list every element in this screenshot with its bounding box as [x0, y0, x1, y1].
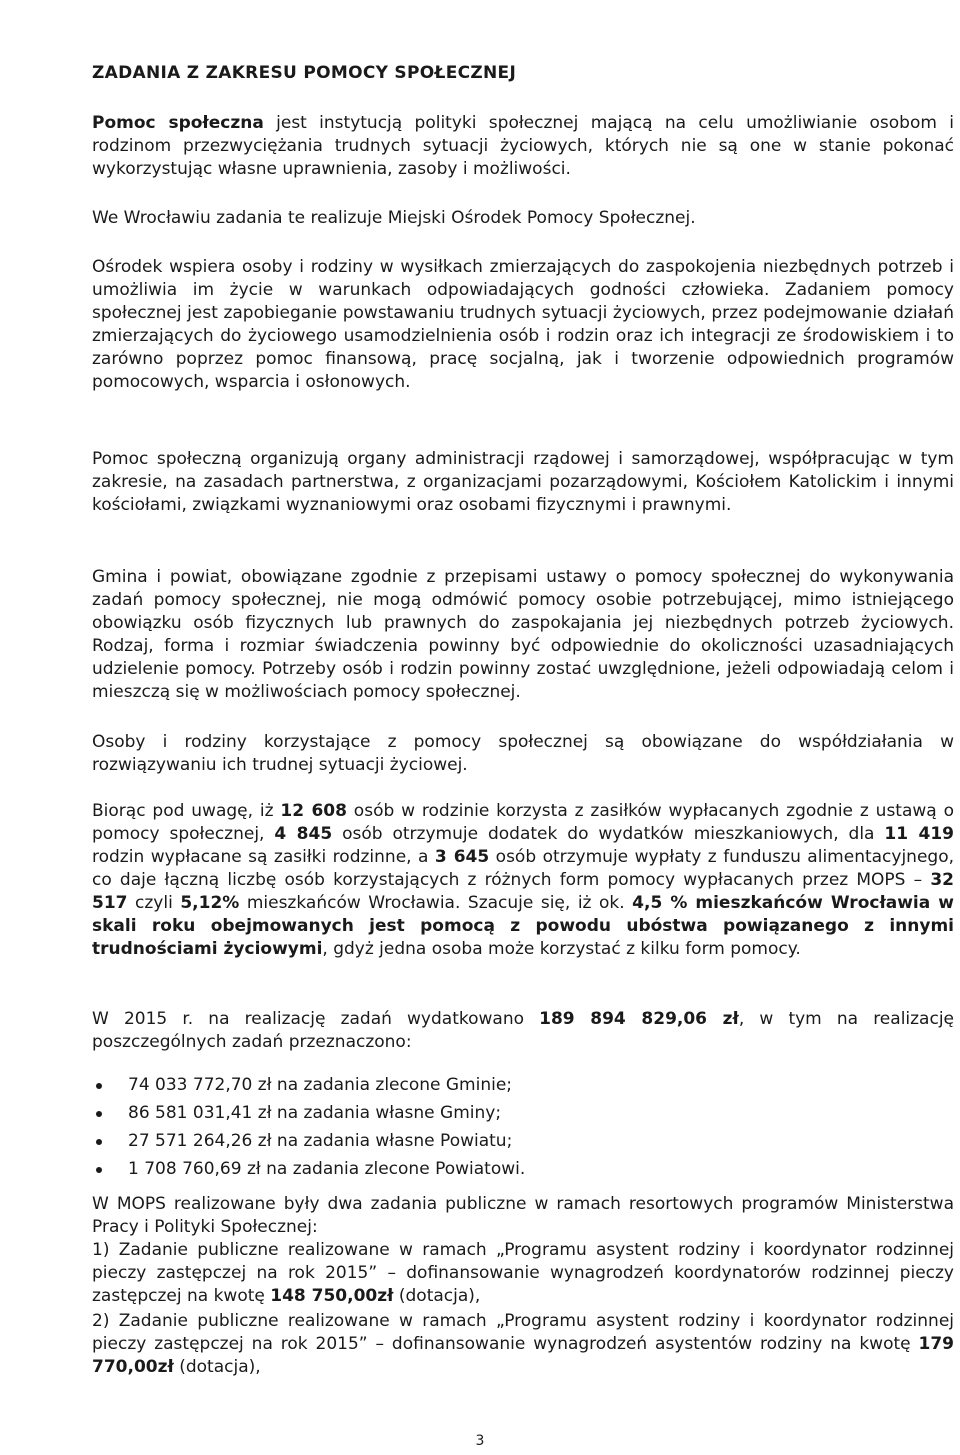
section-title: ZADANIA Z ZAKRESU POMOCY SPOŁECZNEJ	[92, 63, 517, 83]
expenditure-list	[92, 1074, 954, 1186]
list-item: 86 581 031,41 zł na zadania własne Gminy;	[92, 1102, 954, 1130]
term-bold: Pomoc społeczna	[92, 113, 264, 133]
paragraph-wroclaw: We Wrocławiu zadania te realizuje Miejski Ośrodek Pomocy Społecznej.	[92, 208, 696, 228]
list-item: 1 708 760,69 zł na zadania zlecone Powiatowi.	[92, 1158, 954, 1186]
paragraph-gmina-powiat: Gmina i powiat, obowiązane zgodnie z przepisami ustawy o pomocy społecznej do wykonywania zadań pomocy społecznej, nie mogą odmówić pomocy osobie potrzebującej, mimo istniejącego obowiązku osób fizycznych lub prawnych do zaspokajania jej niezbędnych potrzeb życiowych. Rodzaj, forma i rozmiar świadczenia powinny być odpowiednie do okoliczności uzasadniających udzielenie pomocy. Potrzeby osób i rodzin powinny zostać uwzględnione, jeżeli odpowiadają celom i mieszczą się w możliwościach pomocy społecznej.	[92, 567, 954, 702]
page-number: 3	[475, 1433, 485, 1449]
list-item: 27 571 264,26 zł na zadania własne Powiatu;	[92, 1130, 954, 1158]
paragraph-expenditure: W 2015 r. na realizację zadań wydatkowano 189 894 829,06 zł, w tym na realizację poszczególnych zadań przeznaczono:	[92, 1009, 955, 1052]
paragraph-task-1: 1) Zadanie publiczne realizowane w ramach „Programu asystent rodziny i koordynator rodzinnej pieczy zastępczej na rok 2015” – dofinansowanie wynagrodzeń koordynatorów rodzinnej pieczy zastępczej na kwotę 148 750,00zł (dotacja),	[92, 1240, 954, 1306]
paragraph-mops-programs: W MOPS realizowane były dwa zadania publiczne w ramach resortowych programów Ministerstwa Pracy i Polityki Społecznej:	[92, 1194, 954, 1237]
paragraph-definition: Pomoc społeczna jest instytucją polityki społecznej mającą na celu umożliwianie osobom i rodzinom przezwyciężania trudnych sytuacji życiowych, których nie są one w stanie pokonać wykorzystując własne uprawnienia, zasoby i możliwości.	[92, 113, 954, 179]
paragraph-task-2: 2) Zadanie publiczne realizowane w ramach „Programu asystent rodziny i koordynator rodzinnej pieczy zastępczej na rok 2015” – dofinansowanie wynagrodzeń asystentów rodziny na kwotę 179 770,00zł (dotacja),	[92, 1311, 954, 1377]
paragraph-obligations: Osoby i rodziny korzystające z pomocy społecznej są obowiązane do współdziałania w rozwiązywaniu ich trudnej sytuacji życiowej.	[92, 732, 954, 775]
paragraph-organizers: Pomoc społeczną organizują organy administracji rządowej i samorządowej, współpracując w tym zakresie, na zasadach partnerstwa, z organizacjami pozarządowymi, Kościołem Katolickim i innymi kościołami, związkami wyznaniowymi oraz osobami fizycznymi i prawnymi.	[92, 449, 954, 515]
list-item: 74 033 772,70 zł na zadania zlecone Gminie;	[92, 1074, 954, 1102]
paragraph-osrodek: Ośrodek wspiera osoby i rodziny w wysiłkach zmierzających do zaspokojenia niezbędnych potrzeb i umożliwia im życie w warunkach odpowiadających godności człowieka. Zadaniem pomocy społecznej jest zapobieganie powstawaniu trudnych sytuacji życiowych, przez podejmowanie działań zmierzających do życiowego usamodzielnienia osób i rodzin oraz ich integracji ze środowiskiem i to zarówno poprzez pomoc finansową, pracę socjalną, jak i tworzenie odpowiednich programów pomocowych, wsparcia i osłonowych.	[92, 257, 954, 392]
paragraph-statistics: Biorąc pod uwagę, iż 12 608 osób w rodzinie korzysta z zasiłków wypłacanych zgodnie z ustawą o pomocy społecznej, 4 845 osób otrzymuje dodatek do wydatków mieszkaniowych, dla 11 419 rodzin wypłacane są zasiłki rodzinne, a 3 645 osób otrzymuje wypłaty z funduszu alimentacyjnego, co daje łączną liczbę osób korzystających z różnych form pomocy wypłacanych przez MOPS – 32 517 czyli 5,12% mieszkańców Wrocławia. Szacuje się, iż ok. 4,5 % mieszkańców Wrocławia w skali roku obejmowanych jest pomocą z powodu ubóstwa powiązanego z innymi trudnościami życiowymi, gdyż jedna osoba może korzystać z kilku form pomocy.	[92, 801, 955, 959]
